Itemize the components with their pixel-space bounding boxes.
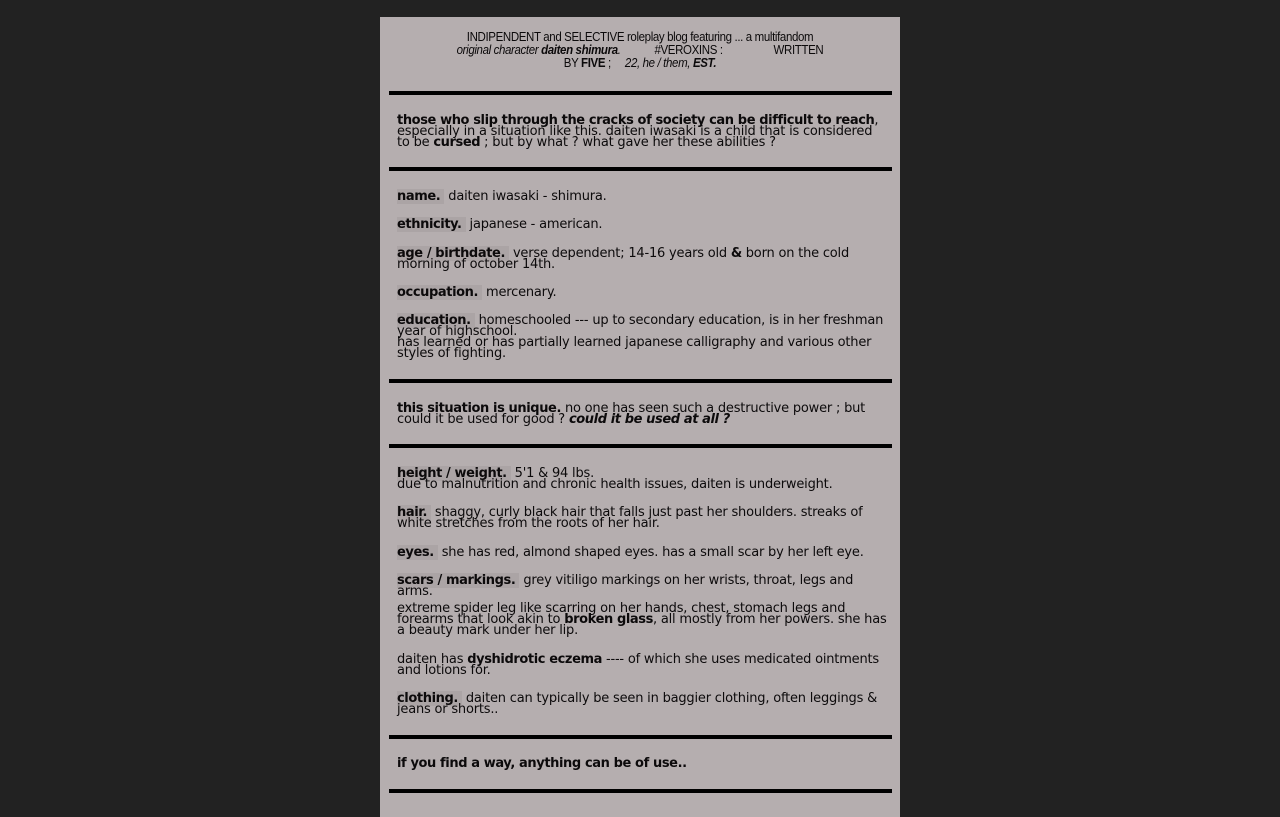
divider [389, 167, 892, 171]
scarring-bold: broken glass [564, 612, 653, 627]
field-name [397, 191, 887, 202]
unique-text [397, 403, 887, 425]
eczema-text [397, 654, 887, 676]
field-value: shaggy, curly black hair that falls just past her shoulders. streaks of white stretches from the roots of her hair. [397, 505, 863, 531]
intro-text-2: ; but by what ? what gave her these abilities ? [480, 135, 776, 150]
field-value: daiten can typically be seen in baggier clothing, often leggings & jeans or shorts.. [397, 691, 878, 717]
author-timezone: EST. [692, 56, 717, 70]
header-by: BY [563, 56, 582, 70]
field-ethnicity [397, 219, 887, 230]
field-label: eyes. [397, 545, 438, 560]
field-eyes [397, 547, 887, 558]
field-value: daiten iwasaki - shimura. [448, 189, 607, 204]
header-written: WRITTEN [773, 43, 824, 57]
field-label: hair. [397, 505, 431, 520]
author-name: FIVE [581, 56, 606, 70]
field-value: 5'1 & 94 lbs. [514, 466, 595, 481]
field-label: height / weight. [397, 466, 511, 481]
closing-text [397, 758, 887, 769]
intro-bold: those who slip through the cracks of society can be difficult to reach [397, 113, 875, 128]
divider [389, 444, 892, 448]
scarring-text-1: extreme spider leg like scarring on her hands, chest, stomach legs and forearms that look akin to [397, 601, 846, 627]
header-sep: ; [605, 56, 611, 70]
divider [389, 379, 892, 383]
field-clothing [397, 693, 887, 715]
field-value: homeschooled --- up to secondary education, is in her freshman year of highschool. [397, 313, 884, 339]
field-hair [397, 507, 887, 529]
header-line-3 [401, 57, 879, 70]
field-value: japanese - american. [469, 217, 603, 232]
bio-panel [380, 17, 900, 817]
unique-bold: this situation is unique. [397, 401, 562, 416]
eczema-text-2: ---- of which she uses medicated ointments and lotions for. [397, 652, 879, 678]
field-label: name. [397, 189, 444, 204]
header-description: INDIPENDENT and SELECTIVE roleplay blog featuring ... a multifandom [466, 30, 814, 44]
blog-tag: #VEROXINS : [654, 43, 723, 57]
scarring-text-2: , all mostly from her powers. she has a beauty mark under her lip. [397, 612, 887, 638]
intro-text-1: , especially in a situation like this. daiten iwasaki is a child that is considered to be [397, 113, 879, 150]
field-value: verse dependent; 14-16 years old [512, 246, 731, 261]
intro-cursed: cursed [433, 135, 481, 150]
field-label: age / birthdate. [397, 246, 509, 261]
field-scars [397, 575, 887, 597]
eczema-text-1: daiten has [397, 652, 468, 667]
field-value: mercenary. [486, 285, 557, 300]
ampersand: & [730, 246, 742, 261]
field-label: occupation. [397, 285, 482, 300]
eczema-bold: dyshidrotic eczema [467, 652, 603, 667]
field-value: she has red, almond shaped eyes. has a small scar by her left eye. [441, 545, 864, 560]
header-oc-label: original character [456, 43, 542, 57]
field-occupation [397, 287, 887, 298]
field-value-cont: born on the cold morning of october 14th. [397, 246, 850, 272]
field-age [397, 248, 887, 270]
field-label: scars / markings. [397, 573, 519, 588]
divider [389, 91, 892, 95]
field-label: ethnicity. [397, 217, 466, 232]
character-name: daiten shimura [541, 43, 618, 57]
field-education [397, 315, 887, 359]
header-period: . [617, 43, 621, 57]
intro-text [397, 115, 887, 148]
divider [389, 735, 892, 739]
author-info: 22, he / them, [624, 56, 693, 70]
scarring-text [397, 603, 887, 636]
field-value-extra: has learned or has partially learned japanese calligraphy and various other styles of fighting. [397, 335, 872, 361]
field-value: grey vitiligo markings on her wrists, throat, legs and arms. [397, 573, 854, 599]
unique-body: no one has seen such a destructive power ; but could it be used for good ? [397, 401, 866, 427]
field-value-extra: due to malnutrition and chronic health issues, daiten is underweight. [397, 477, 833, 492]
field-label: education. [397, 313, 475, 328]
divider [389, 789, 892, 793]
field-label: clothing. [397, 691, 462, 706]
blog-header [401, 31, 879, 70]
field-height [397, 468, 887, 490]
unique-question: could it be used at all ? [568, 412, 730, 427]
closing-bold: if you find a way, anything can be of use.. [397, 756, 687, 771]
